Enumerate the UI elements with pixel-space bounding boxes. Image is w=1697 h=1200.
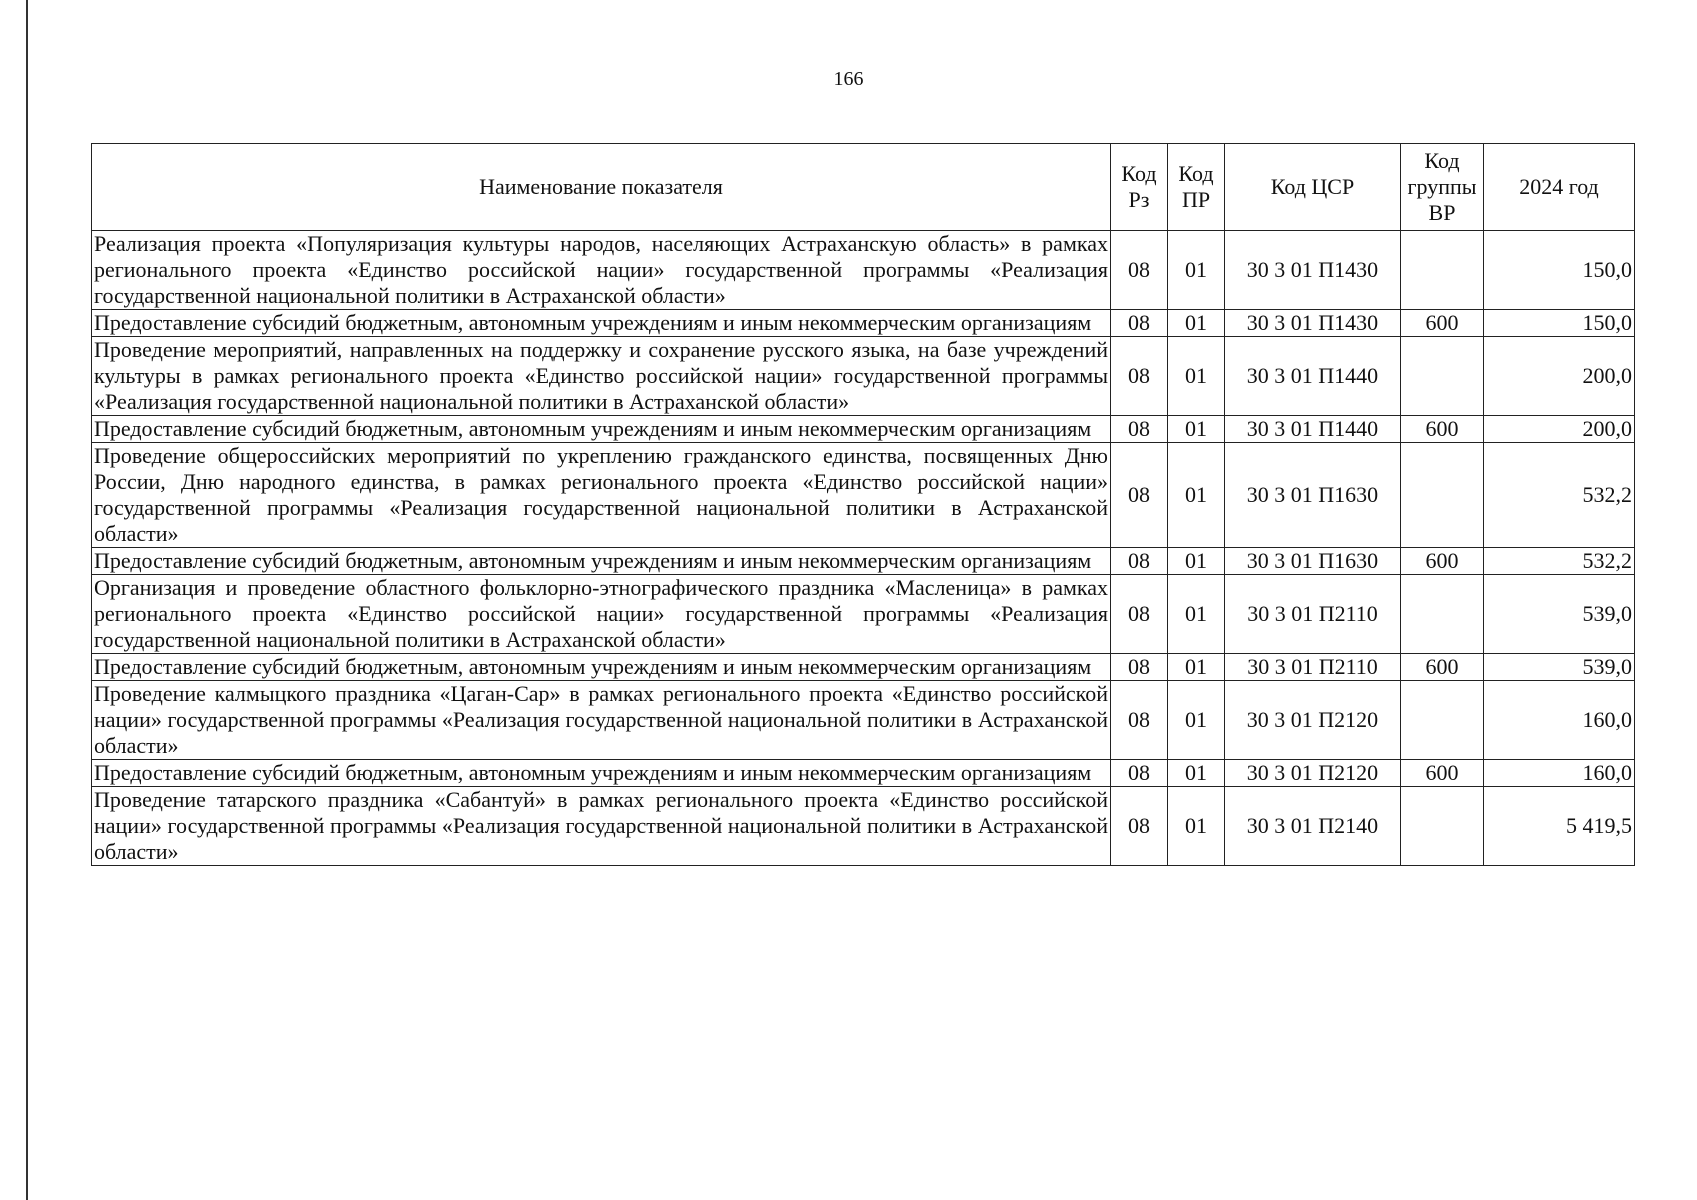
cell-rz: 08: [1111, 654, 1168, 681]
cell-csr: 30 3 01 П1440: [1225, 416, 1401, 443]
cell-name: Предоставление субсидий бюджетным, автономным учреждениям и иным некоммерческим организациям: [92, 548, 1111, 575]
cell-amount: 5 419,5: [1484, 787, 1635, 866]
cell-rz: 08: [1111, 760, 1168, 787]
page-number: 166: [833, 68, 864, 90]
table-header-row: [92, 144, 1635, 231]
header-year: 2024 год: [1484, 144, 1635, 231]
cell-amount: 539,0: [1484, 575, 1635, 654]
header-name: Наименование показателя: [92, 144, 1111, 231]
cell-name: Предоставление субсидий бюджетным, автономным учреждениям и иным некоммерческим организациям: [92, 654, 1111, 681]
cell-name: Реализация проекта «Популяризация культуры народов, населяющих Астраханскую область» в рамках регионального проекта «Единство российской нации» государственной программы «Реализация государственной национальной политики в Астраханской области»: [92, 231, 1111, 310]
table-row: [92, 654, 1635, 681]
cell-csr: 30 3 01 П1430: [1225, 231, 1401, 310]
cell-vr: 600: [1401, 760, 1484, 787]
cell-csr: 30 3 01 П2140: [1225, 787, 1401, 866]
cell-amount: 160,0: [1484, 681, 1635, 760]
budget-table: [91, 143, 1635, 866]
cell-vr: [1401, 787, 1484, 866]
cell-amount: 532,2: [1484, 548, 1635, 575]
cell-pr: 01: [1168, 310, 1225, 337]
cell-rz: 08: [1111, 443, 1168, 548]
cell-amount: 200,0: [1484, 416, 1635, 443]
cell-csr: 30 3 01 П1630: [1225, 443, 1401, 548]
cell-vr: 600: [1401, 654, 1484, 681]
cell-vr: [1401, 575, 1484, 654]
cell-pr: 01: [1168, 681, 1225, 760]
cell-name: Организация и проведение областного фольклорно-этнографического праздника «Масленица» в рамках регионального проекта «Единство российской нации» государственной программы «Реализация государственной национальной политики в Астраханской области»: [92, 575, 1111, 654]
table-row: [92, 681, 1635, 760]
cell-vr: 600: [1401, 548, 1484, 575]
cell-rz: 08: [1111, 416, 1168, 443]
cell-csr: 30 3 01 П2110: [1225, 575, 1401, 654]
scan-margin-line: [26, 0, 28, 1200]
header-vr: Код группы ВР: [1401, 144, 1484, 231]
cell-name: Проведение татарского праздника «Сабантуй» в рамках регионального проекта «Единство российской нации» государственной программы «Реализация государственной национальной политики в Астраханской области»: [92, 787, 1111, 866]
cell-pr: 01: [1168, 575, 1225, 654]
header-csr: Код ЦСР: [1225, 144, 1401, 231]
cell-rz: 08: [1111, 787, 1168, 866]
cell-vr: [1401, 231, 1484, 310]
cell-amount: 539,0: [1484, 654, 1635, 681]
cell-amount: 150,0: [1484, 310, 1635, 337]
header-rz: Код Рз: [1111, 144, 1168, 231]
cell-name: Проведение общероссийских мероприятий по укреплению гражданского единства, посвященных Дню России, Дню народного единства, в рамках регионального проекта «Единство российской нации» государственной программы «Реализация государственной национальной политики в Астраханской области»: [92, 443, 1111, 548]
table-row: [92, 416, 1635, 443]
table-row: [92, 231, 1635, 310]
table-row: [92, 443, 1635, 548]
cell-amount: 532,2: [1484, 443, 1635, 548]
cell-amount: 160,0: [1484, 760, 1635, 787]
cell-pr: 01: [1168, 548, 1225, 575]
cell-amount: 200,0: [1484, 337, 1635, 416]
cell-vr: 600: [1401, 416, 1484, 443]
table-row: [92, 548, 1635, 575]
cell-name: Предоставление субсидий бюджетным, автономным учреждениям и иным некоммерческим организациям: [92, 310, 1111, 337]
cell-vr: 600: [1401, 310, 1484, 337]
cell-amount: 150,0: [1484, 231, 1635, 310]
cell-name: Предоставление субсидий бюджетным, автономным учреждениям и иным некоммерческим организациям: [92, 760, 1111, 787]
cell-pr: 01: [1168, 416, 1225, 443]
table-row: [92, 760, 1635, 787]
cell-pr: 01: [1168, 443, 1225, 548]
cell-pr: 01: [1168, 337, 1225, 416]
table-row: [92, 337, 1635, 416]
cell-name: Проведение мероприятий, направленных на поддержку и сохранение русского языка, на базе учреждений культуры в рамках регионального проекта «Единство российской нации» государственной программы «Реализация государственной национальной политики в Астраханской области»: [92, 337, 1111, 416]
cell-vr: [1401, 443, 1484, 548]
table-row: [92, 787, 1635, 866]
cell-pr: 01: [1168, 760, 1225, 787]
cell-name: Предоставление субсидий бюджетным, автономным учреждениям и иным некоммерческим организациям: [92, 416, 1111, 443]
table-row: [92, 575, 1635, 654]
header-pr: Код ПР: [1168, 144, 1225, 231]
table-row: [92, 310, 1635, 337]
cell-pr: 01: [1168, 231, 1225, 310]
cell-rz: 08: [1111, 575, 1168, 654]
cell-rz: 08: [1111, 681, 1168, 760]
cell-pr: 01: [1168, 787, 1225, 866]
cell-rz: 08: [1111, 548, 1168, 575]
cell-rz: 08: [1111, 231, 1168, 310]
cell-csr: 30 3 01 П2120: [1225, 760, 1401, 787]
cell-vr: [1401, 337, 1484, 416]
cell-rz: 08: [1111, 337, 1168, 416]
table-body: [92, 231, 1635, 866]
cell-rz: 08: [1111, 310, 1168, 337]
cell-csr: 30 3 01 П2110: [1225, 654, 1401, 681]
cell-csr: 30 3 01 П2120: [1225, 681, 1401, 760]
cell-csr: 30 3 01 П1430: [1225, 310, 1401, 337]
cell-pr: 01: [1168, 654, 1225, 681]
cell-name: Проведение калмыцкого праздника «Цаган-Сар» в рамках регионального проекта «Единство российской нации» государственной программы «Реализация государственной национальной политики в Астраханской области»: [92, 681, 1111, 760]
cell-csr: 30 3 01 П1630: [1225, 548, 1401, 575]
cell-csr: 30 3 01 П1440: [1225, 337, 1401, 416]
cell-vr: [1401, 681, 1484, 760]
